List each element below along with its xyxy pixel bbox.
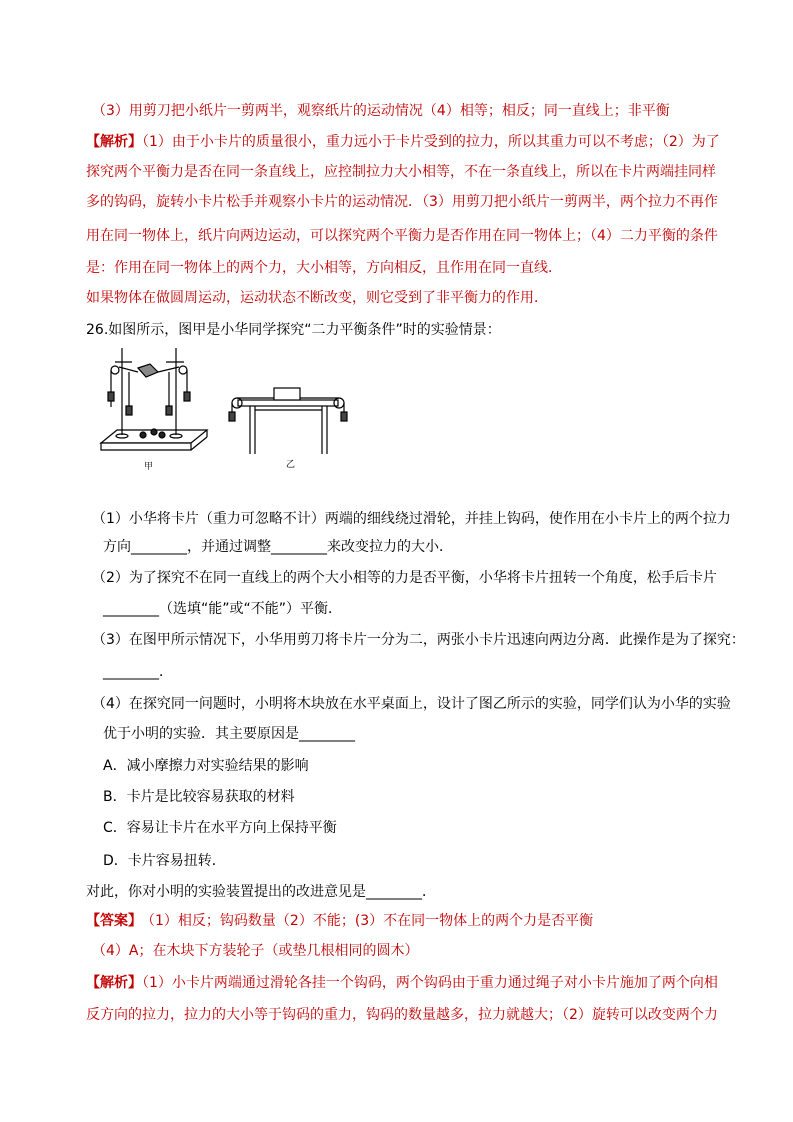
figure-yi-block (274, 388, 300, 400)
option-b: B．卡片是比较容易获取的材料 (103, 789, 295, 805)
prev-analysis-line-6: 如果物体在做圆周运动，运动状态不断改变，则它受到了非平衡力的作用． (86, 290, 548, 306)
answer-text-1: （1）相反；钩码数量（2）不能；(3）不在同一物体上的两个力是否平衡 (148, 913, 594, 929)
q3-line-2: ________． (103, 664, 173, 680)
figure-jia (98, 340, 210, 465)
q2-line-1: （2）为了探究不在同一直线上的两个大小相等的力是否平衡，小华将卡片扭转一个角度，松手后卡片 (92, 570, 717, 586)
q4-line-2: 优于小明的实验．其主要原因是________ (103, 726, 355, 742)
q1-line-2: 方向________，并通过调整________来改变拉力的大小． (103, 539, 453, 555)
prev-analysis-text-1: （1）由于小卡片的质量很小，重力远小于卡片受到的拉力，所以其重力可以不考虑；（2）为了 (142, 134, 720, 150)
analysis-tag: 【解析】 (86, 975, 142, 991)
option-a: A．减小摩擦力对实验结果的影响 (103, 758, 309, 774)
prev-analysis-line-5: 是：作用在同一物体上的两个力，大小相等，方向相反，且作用在同一直线． (86, 260, 562, 276)
analysis-line-2: 反方向的拉力，拉力的大小等于钩码的重力，钩码的数量越多，拉力就越大；（2）旋转可以改变两个力 (86, 1007, 718, 1023)
figure-jia-left-pulley (111, 366, 119, 374)
prev-answer-line: （3）用剪刀把小纸片一剪两半，观察纸片的运动情况（4）相等；相反；同一直线上；非平衡 (92, 103, 670, 119)
figure-jia-right-pulley (179, 366, 187, 374)
prev-analysis-tag: 【解析】 (86, 134, 142, 150)
prev-analysis-line-2: 探究两个平衡力是否在同一条直线上，应控制拉力大小相等，不在一条直线上，所以在卡片两端挂同样 (86, 164, 716, 180)
answer-line-1 (86, 911, 593, 931)
analysis-text-1: （1）小卡片两端通过滑轮各挂一个钩码，两个钩码由于重力通过绳子对小卡片施加了两个向相 (142, 975, 718, 991)
answer-line-2: （4）A；在木块下方装轮子（或垫几根相同的圆木） (92, 943, 419, 959)
figure-yi (226, 386, 354, 468)
question-stem: 26.如图所示，图甲是小华同学探究“二力平衡条件”时的实验情景： (86, 322, 501, 338)
answer-tag: 【答案】 (86, 913, 142, 929)
q1-line-1: （1）小华将卡片（重力可忽略不计）两端的细线绕过滑轮，并挂上钩码，使作用在小卡片上的两个拉力 (92, 511, 731, 527)
prev-analysis-line-1 (86, 132, 720, 152)
q2-line-2: ________（选填“能”或“不能”）平衡． (103, 601, 343, 617)
prev-analysis-line-4: 用在同一物体上，纸片向两边运动，可以探究两个平衡力是否作用在同一物体上；（4）二力平衡的条件 (86, 228, 718, 244)
figure-jia-board-front (101, 443, 191, 450)
prev-analysis-line-3: 多的钩码，旋转小卡片松手并观察小卡片的运动情况．（3）用剪刀把小纸片一剪两半，两个拉力不再作 (86, 194, 718, 210)
figure-yi-tabletop (238, 400, 338, 406)
followup-question: 对此，你对小明的实验装置提出的改进意见是________． (86, 884, 436, 900)
figure-yi-label: 乙 (286, 460, 296, 470)
analysis-line-1 (86, 973, 718, 993)
q3-line-1: （3）在图甲所示情况下，小华用剪刀将卡片一分为二，两张小卡片迅速向两边分离．此操作是为了探究： (92, 632, 745, 648)
figure-jia-card (138, 364, 158, 377)
option-c: C．容易让卡片在水平方向上保持平衡 (103, 820, 337, 836)
q4-line-1: （4）在探究同一问题时，小明将木块放在水平桌面上，设计了图乙所示的实验，同学们认为小华的实验 (92, 696, 731, 712)
option-d: D．卡片容易扭转． (103, 853, 226, 869)
figure-jia-label: 甲 (144, 462, 154, 472)
